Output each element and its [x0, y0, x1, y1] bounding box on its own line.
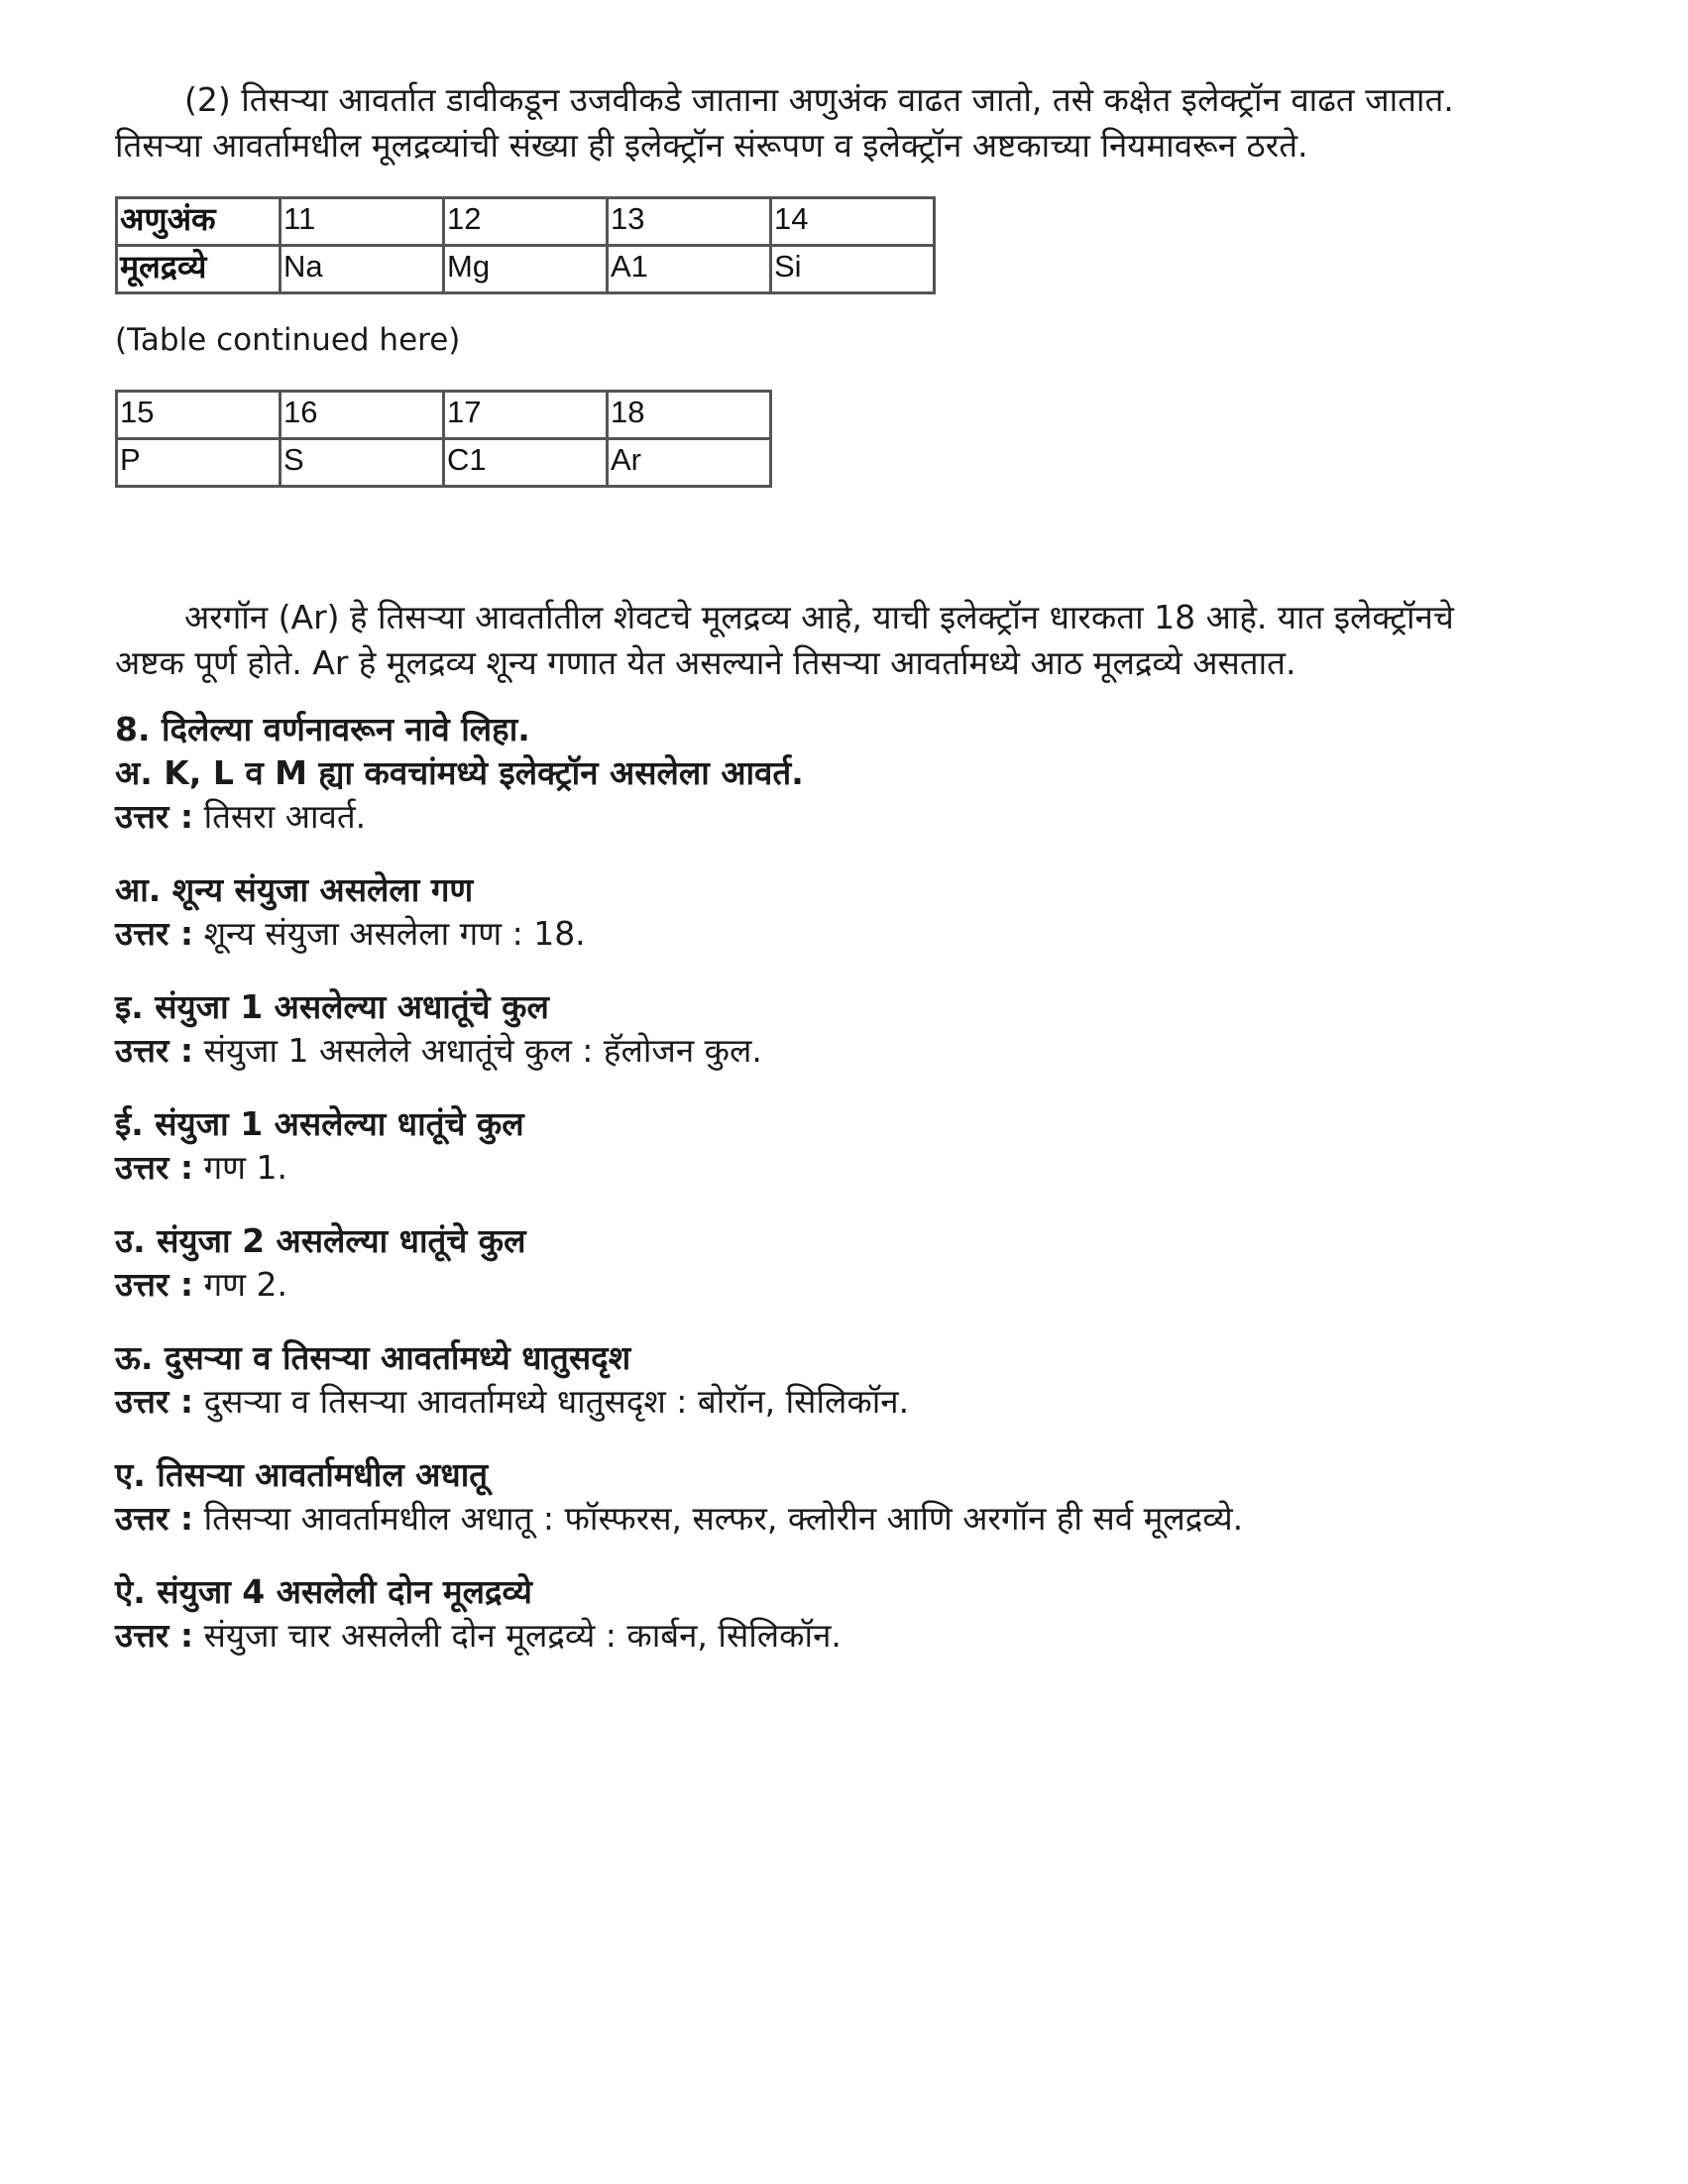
answer [115, 1614, 1503, 1658]
argon-paragraph: अरगॉन (Ar) हे तिसऱ्या आवर्तातील शेवटचे मूलद्रव्य आहे, याची इलेक्ट्रॉन धारकता 18 आहे. यात इलेक्ट्रॉनचे अष्टक पूर्ण होते. Ar हे मूलद्रव्य शून्य गणात येत असल्याने तिसऱ्या आवर्तामध्ये आठ मूलद्रव्ये असतात. [115, 598, 1454, 682]
table-continued-caption: (Table continued here) [115, 322, 461, 358]
row-label-atomic-number: अणुअंक [117, 198, 281, 246]
table-cell: 16 [281, 392, 444, 439]
answer-text: संयुजा चार असलेली दोन मूलद्रव्ये : कार्बन, सिलिकॉन. [203, 1616, 842, 1655]
question: अ. K, L व M ह्या कवचांमध्ये इलेक्ट्रॉन असलेला आवर्त. [115, 753, 804, 792]
table-cell: 13 [608, 198, 771, 246]
table-cell: 12 [444, 198, 608, 246]
answer-label: उत्तर : [115, 1382, 194, 1421]
answer [115, 795, 1503, 839]
table-row [117, 198, 935, 246]
table-cell: 11 [281, 198, 444, 246]
table-cell: 18 [608, 392, 771, 439]
answer [115, 1029, 1503, 1073]
table-cell: Na [281, 246, 444, 293]
answer-text: शून्य संयुजा असलेला गण : 18. [203, 914, 586, 953]
qa-item [115, 1453, 1503, 1541]
table-cell: 14 [771, 198, 935, 246]
answer-label: उत्तर : [115, 914, 194, 953]
answer [115, 1380, 1503, 1424]
qa-item [115, 1219, 1503, 1307]
document-page [115, 77, 1503, 1687]
table-row [117, 392, 771, 439]
answer [115, 1263, 1503, 1307]
answer-label: उत्तर : [115, 1148, 194, 1187]
question: आ. शून्य संयुजा असलेला गण [115, 870, 474, 909]
qa-item [115, 868, 1503, 956]
question: इ. संयुजा 1 असलेल्या अधातूंचे कुल [115, 987, 549, 1026]
row-label-elements: मूलद्रव्ये [117, 246, 281, 293]
qa-item [115, 1570, 1503, 1658]
question: ऐ. संयुजा 4 असलेली दोन मूलद्रव्ये [115, 1572, 532, 1611]
qa-item [115, 1102, 1503, 1190]
qa-item [115, 1336, 1503, 1424]
table-cell: C1 [444, 439, 608, 487]
intro-paragraph: (2) तिसऱ्या आवर्तात डावीकडून उजवीकडे जाताना अणुअंक वाढत जातो, तसे कक्षेत इलेक्ट्रॉन वाढत जातात. तिसऱ्या आवर्तामधील मूलद्रव्यांची संख्या ही इलेक्ट्रॉन संरूपण व इलेक्ट्रॉन अष्टकाच्या नियमावरून ठरते. [115, 80, 1454, 165]
answer-text: गण 1. [203, 1148, 287, 1187]
answer-label: उत्तर : [115, 797, 194, 836]
qa-item [115, 985, 1503, 1073]
table-cell: S [281, 439, 444, 487]
answer-text: दुसऱ्या व तिसऱ्या आवर्तामध्ये धातुसदृश : बोरॉन, सिलिकॉन. [203, 1382, 910, 1421]
answer-text: गण 2. [203, 1265, 287, 1304]
table-cell: 17 [444, 392, 608, 439]
elements-table-1 [115, 196, 936, 294]
elements-table-2 [115, 390, 772, 488]
section-title: 8. दिलेल्या वर्णनावरून नावे लिहा. [115, 710, 530, 748]
answer-label: उत्तर : [115, 1499, 194, 1538]
question: ऊ. दुसऱ्या व तिसऱ्या आवर्तामध्ये धातुसदृश [115, 1338, 631, 1377]
answer-label: उत्तर : [115, 1031, 194, 1070]
table-cell: 15 [117, 392, 281, 439]
answer-text: संयुजा 1 असलेले अधातूंचे कुल : हॅलोजन कुल. [203, 1031, 762, 1070]
table-cell: Si [771, 246, 935, 293]
answer-text: तिसऱ्या आवर्तामधील अधातू : फॉस्फरस, सल्फर, क्लोरीन आणि अरगॉन ही सर्व मूलद्रव्ये. [203, 1499, 1244, 1538]
answer-label: उत्तर : [115, 1616, 194, 1655]
answer [115, 1497, 1503, 1541]
answer [115, 1146, 1503, 1190]
question: ई. संयुजा 1 असलेल्या धातूंचे कुल [115, 1104, 524, 1143]
answer-label: उत्तर : [115, 1265, 194, 1304]
table-row [117, 439, 771, 487]
table-cell: Ar [608, 439, 771, 487]
table-cell: Mg [444, 246, 608, 293]
question: उ. संयुजा 2 असलेल्या धातूंचे कुल [115, 1221, 526, 1260]
table-cell: P [117, 439, 281, 487]
question: ए. तिसऱ्या आवर्तामधील अधातू [115, 1455, 489, 1494]
answer-text: तिसरा आवर्त. [203, 797, 367, 836]
answer [115, 912, 1503, 956]
qa-section [115, 708, 1503, 1658]
qa-item [115, 751, 1503, 839]
table-row [117, 246, 935, 293]
table-cell: A1 [608, 246, 771, 293]
